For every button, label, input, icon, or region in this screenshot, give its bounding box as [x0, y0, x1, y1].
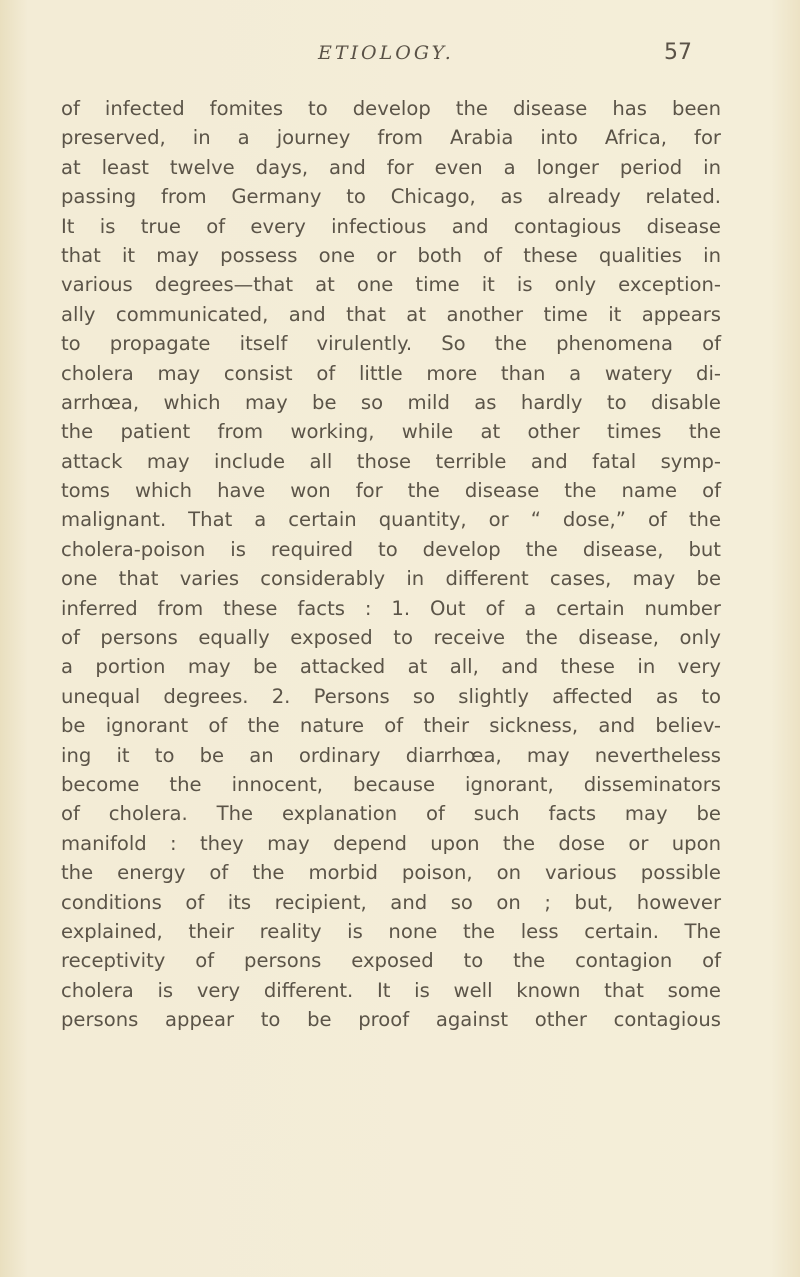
text-line: explained, their reality is none the less certain. The — [61, 919, 721, 943]
running-head — [0, 42, 800, 72]
text-line: It is true of every infectious and contagious disease — [61, 214, 721, 238]
text-line: arrhœa, which may be so mild as hardly to disable — [61, 390, 721, 414]
body-text — [61, 94, 721, 1035]
text-line: attack may include all those terrible and fatal symp- — [61, 449, 721, 473]
text-line: inferred from these facts : 1. Out of a certain number — [61, 596, 721, 620]
text-line: receptivity of persons exposed to the contagion of — [61, 949, 721, 973]
text-line: cholera-poison is required to develop the disease, but — [61, 537, 721, 561]
text-line: toms which have won for the disease the name of — [61, 479, 721, 503]
text-line: one that varies considerably in different cases, may be — [61, 567, 721, 591]
text-line: cholera is very different. It is well known that some — [61, 978, 721, 1002]
page-number: 57 — [664, 40, 692, 65]
text-line: at least twelve days, and for even a longer period in — [61, 155, 721, 179]
text-line: of infected fomites to develop the disease has been — [61, 97, 721, 120]
text-line: persons appear to be proof against other contagious — [61, 1008, 721, 1032]
text-line: conditions of its recipient, and so on ; but, however — [61, 890, 721, 914]
text-line: the patient from working, while at other times the — [61, 420, 721, 444]
text-line: that it may possess one or both of these qualities in — [61, 243, 721, 267]
text-line: ing it to be an ordinary diarrhœa, may nevertheless — [61, 743, 721, 767]
text-line: cholera may consist of little more than a watery di- — [61, 361, 721, 385]
text-line: of cholera. The explanation of such facts may be — [61, 802, 721, 826]
text-line: manifold : they may depend upon the dose or upon — [61, 831, 721, 855]
running-head-title: ETIOLOGY. — [318, 42, 454, 64]
text-line: preserved, in a journey from Arabia into Africa, for — [61, 126, 721, 150]
text-line: the energy of the morbid poison, on various possible — [61, 861, 721, 885]
text-line: malignant. That a certain quantity, or “ dose,” of the — [61, 508, 721, 532]
text-line: a portion may be attacked at all, and these in very — [61, 655, 721, 679]
text-line: become the innocent, because ignorant, disseminators — [61, 772, 721, 796]
text-line: to propagate itself virulently. So the phenomena of — [61, 332, 721, 356]
text-line: various degrees—that at one time it is only exception- — [61, 273, 721, 297]
text-line: passing from Germany to Chicago, as already related. — [61, 185, 721, 209]
text-line: of persons equally exposed to receive the disease, only — [61, 626, 721, 650]
text-line: unequal degrees. 2. Persons so slightly affected as to — [61, 684, 721, 708]
text-line: be ignorant of the nature of their sickness, and believ- — [61, 714, 721, 738]
text-line: ally communicated, and that at another time it appears — [61, 302, 721, 326]
